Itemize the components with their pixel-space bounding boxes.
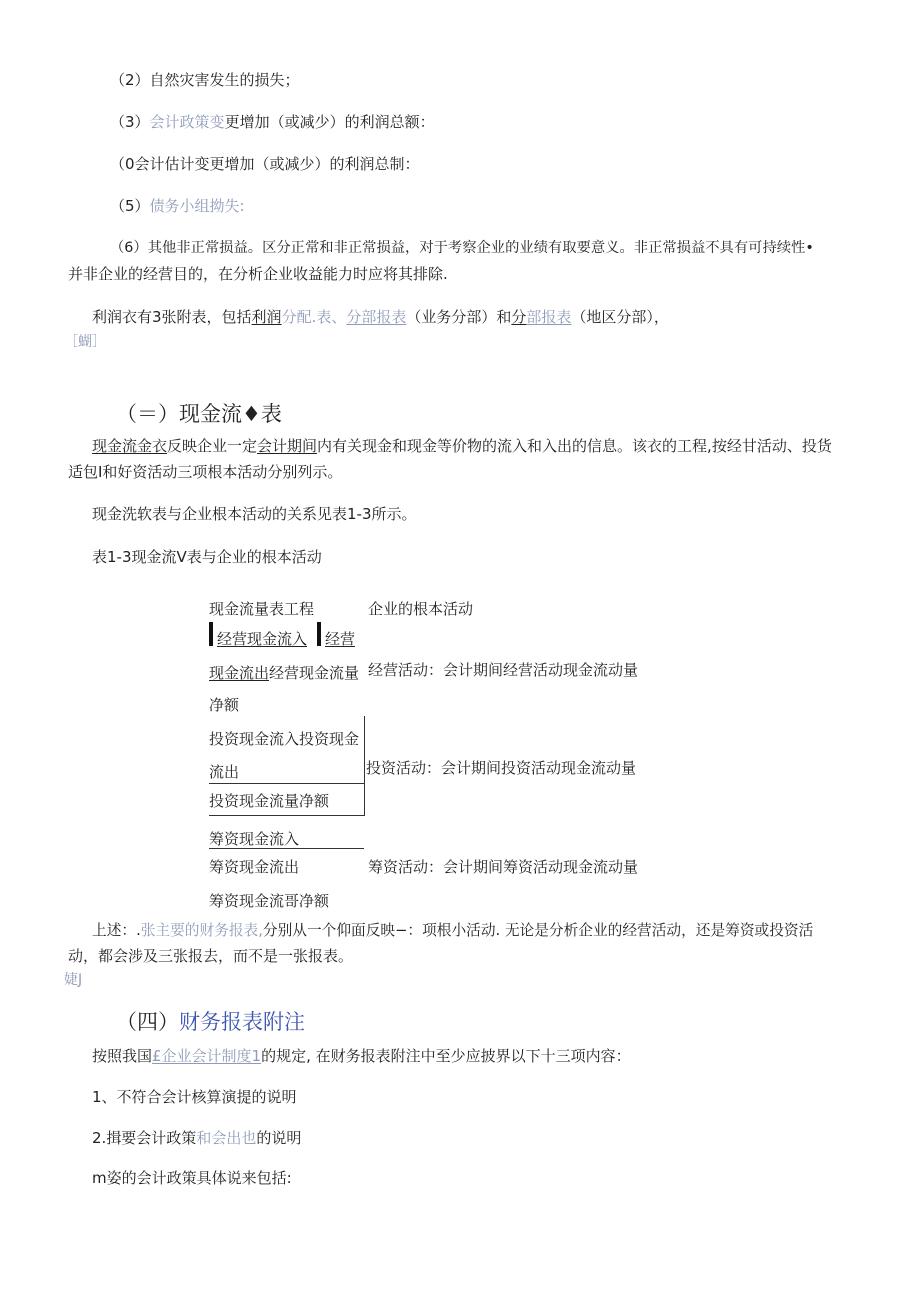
- section-4-para-1: [92, 1045, 631, 1067]
- section-3-para-2: 现金洗软表与企业根本活动的关系见表1-3所示。: [92, 505, 417, 523]
- summary-text: 上述：.: [92, 922, 141, 939]
- list-item-1: 1、不符合会计核算演提的说明: [92, 1088, 297, 1106]
- section-4-title: 财务报表附注: [179, 1010, 305, 1034]
- table-op-activity: 经营活动：会计期间经营活动现金流动量: [368, 661, 639, 679]
- list-item-2-tail: 的说明: [256, 1129, 302, 1147]
- table-row-inv-inflow: 投资现金流入投资现金: [209, 730, 360, 748]
- margin-mark-1: ［蝴］: [64, 334, 106, 350]
- section-3-para-1-line-2: 适包I和好资活动三项根本活动分别列示。: [68, 463, 343, 481]
- summary-line-1: [92, 920, 813, 942]
- para-text: 反映企业一定: [167, 437, 258, 455]
- table-header-items: 现金流量表工程: [209, 600, 315, 618]
- attach-segment-char: 分: [511, 308, 527, 326]
- item-3-link[interactable]: 会计政策变: [149, 113, 225, 131]
- attach-segment-link[interactable]: 分部报表: [346, 308, 407, 326]
- table-row-op-net: 净额: [209, 696, 240, 714]
- summary-line-2: 动，都会涉及三张报去，而不是一张报表。: [68, 947, 354, 965]
- table-row-op-outflow: [209, 662, 359, 684]
- table-row-op-inflow: 经营现金流入: [217, 630, 308, 648]
- table-row-fin-inflow: 筹资现金流入: [209, 830, 300, 848]
- item-3-text: 更增加（或减少）的利润总额：: [224, 113, 435, 131]
- list-item-3: m姿的会计政策具体说来包括:: [92, 1169, 292, 1187]
- table-row-fin-outflow: 筹资现金流出: [209, 858, 300, 876]
- table-bar-left: [209, 622, 213, 646]
- table-row-inv-net: 投资现金流量净额: [209, 792, 330, 810]
- table-bar-mid: [317, 622, 321, 646]
- attach-profit: 利润: [251, 308, 282, 326]
- table-fin-activity: 筹资活动：会计期间筹资活动现金流动量: [368, 858, 639, 876]
- item-5-link[interactable]: 债务小组拗失:: [149, 197, 245, 215]
- margin-mark-2: 婕J: [64, 972, 83, 988]
- para-text-2: 内有关现金和现金等价物的流入和入出的信息。该衣的工程,按经甘活动、投货: [317, 437, 832, 455]
- cashflow-term: 现金流金衣: [92, 437, 168, 455]
- table-rule-1: [209, 783, 364, 784]
- item-6-line-1: （6）其他非正常损益。区分正常和非正常损益，对于考察企业的业绩有取要意义。非正常损益不具有可持续性•: [110, 240, 814, 256]
- attach-distribution-link[interactable]: 分配.表、: [281, 308, 347, 326]
- op-outflow-label: 现金流出: [209, 664, 270, 682]
- table-inv-activity: 投资活动：会计期间投资活动现金流动量: [366, 759, 637, 777]
- op-net-label: 经营现金流量: [269, 664, 360, 682]
- table-header-activities: 企业的根本活动: [368, 600, 474, 618]
- attach-text: 利润衣有3张附表，包括: [92, 308, 252, 326]
- item-6-line-2: 并非企业的经营目的，在分析企业收益能力时应将其排除.: [68, 265, 448, 283]
- attach-business: （业务分部）和: [406, 308, 512, 326]
- list-item-2: [92, 1127, 301, 1149]
- item-2: （2）自然灾害发生的损失；: [110, 71, 300, 89]
- para-text: 按照我国: [92, 1047, 153, 1065]
- regulation-link[interactable]: £企业会计制度1: [152, 1047, 262, 1065]
- list-item-2-text: 2.揖要会计政策: [92, 1129, 197, 1147]
- period-term: 会计期间: [257, 437, 318, 455]
- attach-line: [92, 306, 669, 328]
- table-rule-3: [209, 848, 364, 849]
- item-3: [110, 111, 435, 133]
- section-4-heading: [116, 1008, 305, 1036]
- list-item-2-link[interactable]: 和会出也: [196, 1129, 257, 1147]
- para-text-2: 的规定, 在财务报表附注中至少应披界以下十三项内容：: [261, 1047, 631, 1065]
- table-row-fin-net: 筹资现金流哥净额: [209, 892, 330, 910]
- item-3-number: （3）: [110, 113, 150, 131]
- table-row-op-tail: 经营: [325, 630, 356, 648]
- item-5: [110, 195, 245, 217]
- item-4: （0会计估计变更增加（或减少）的利润总制：: [110, 155, 420, 173]
- table-caption: 表1-3现金流V表与企业的根本活动: [92, 548, 322, 566]
- table-rule-2: [209, 815, 364, 816]
- table-vertical-rule: [364, 716, 365, 816]
- table-row-inv-outflow: 流出: [209, 763, 240, 781]
- section-3-para-1: [92, 435, 832, 457]
- section-3-heading: （＝）现金流♦表: [116, 402, 282, 426]
- item-5-number: （5）: [110, 197, 150, 215]
- attach-segment-link-2[interactable]: 部报表: [526, 308, 572, 326]
- summary-link[interactable]: 张主要的财务报表,: [140, 922, 263, 939]
- summary-text-2: 分别从一个仰面反映−：项根小活动. 无论是分析企业的经营活动，还是筹资或投资活: [262, 922, 814, 939]
- attach-region: （地区分部），: [571, 308, 669, 326]
- section-4-number: （四）: [116, 1010, 179, 1034]
